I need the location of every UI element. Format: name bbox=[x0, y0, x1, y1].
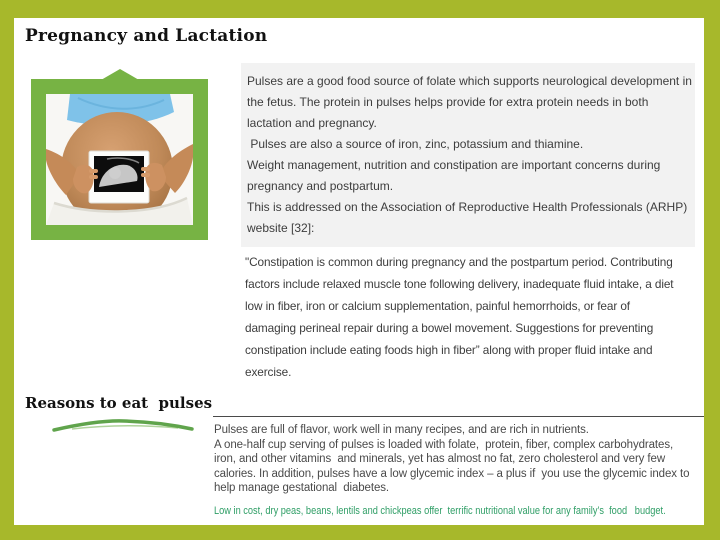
pregnant-belly-ultrasound-image bbox=[46, 94, 193, 225]
text-line: help manage gestational diabetes. bbox=[214, 482, 389, 495]
text-line: This is addressed on the Association of Reproductive Health Professionals (ARHP) bbox=[247, 200, 688, 214]
text-line: Pulses are full of flavor, work well in many recipes, and are rich in nutrients. bbox=[214, 424, 589, 436]
constipation-quote-paragraph bbox=[245, 251, 701, 383]
slide-title: Pregnancy and Lactation bbox=[25, 26, 268, 46]
text-line: website [32]: bbox=[247, 221, 315, 235]
text-line: calories. In addition, pulses have a low glycemic index – a plus if you use the glycemic index to bbox=[214, 467, 690, 480]
text-line: "Constipation is common during pregnancy and the postpartum period. Contributing bbox=[245, 255, 673, 269]
text-line: A one-half cup serving of pulses is loaded with folate, protein, fiber, complex carbohydrates, bbox=[214, 438, 674, 451]
text-line: pregnancy and postpartum. bbox=[247, 179, 394, 193]
text-line: Pulses are a good food source of folate which supports neurological development in bbox=[247, 74, 692, 88]
text-line: the fetus. The protein in pulses helps provide for extra protein needs in both bbox=[247, 95, 649, 109]
separator-line bbox=[213, 416, 704, 417]
frame-triangle-pointer bbox=[101, 69, 139, 80]
text-line: lactation and pregnancy. bbox=[247, 116, 377, 130]
text-line: damaging perineal repair during a bowel movement. Suggestions for preventing bbox=[245, 321, 654, 335]
text-line: iron, and other vitamins and minerals, yet has almost no fat, zero cholesterol and very few bbox=[214, 453, 666, 466]
slide-content-area bbox=[14, 18, 704, 525]
text-line: Weight management, nutrition and constipation are important concerns during bbox=[247, 158, 661, 172]
pregnant-belly-illustration bbox=[46, 94, 193, 225]
budget-highlight-text: Low in cost, dry peas, beans, lentils and chickpeas offer terrific nutritional value for any family’s food budget. bbox=[214, 505, 666, 517]
reasons-heading: Reasons to eat pulses bbox=[25, 394, 213, 412]
green-brush-underline-icon bbox=[50, 419, 198, 433]
text-line: Pulses are also a source of iron, zinc, potassium and thiamine. bbox=[247, 137, 584, 151]
text-line: constipation include eating foods high in fiber” along with proper fluid intake and bbox=[245, 343, 653, 357]
text-line: exercise. bbox=[245, 365, 292, 379]
intro-text-panel bbox=[241, 63, 695, 247]
pregnancy-photo-frame bbox=[31, 79, 208, 240]
text-line: factors include relaxed muscle tone following delivery, inadequate fluid intake, a diet bbox=[245, 277, 674, 291]
text-line: low in fiber, iron or calcium supplementation, painful hemorrhoids, or fear of bbox=[245, 299, 630, 313]
reasons-paragraph bbox=[214, 423, 710, 496]
